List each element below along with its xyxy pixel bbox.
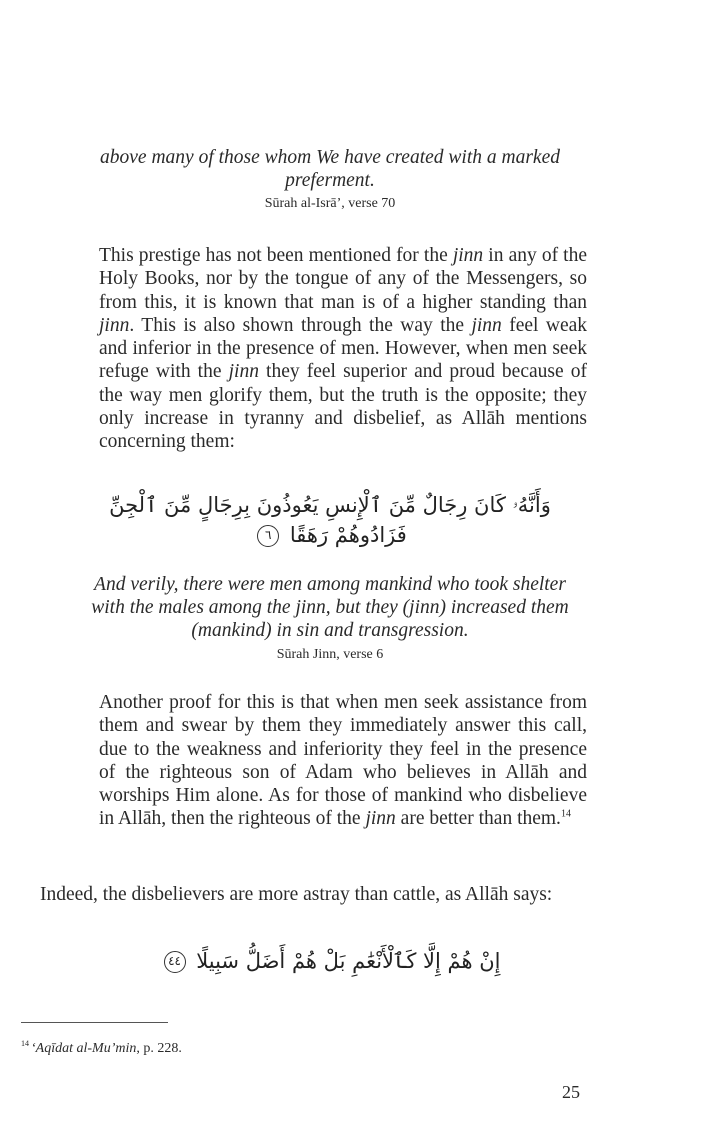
body-paragraph-prestige — [99, 244, 587, 454]
arabic-line — [40, 946, 620, 976]
verse-line: with the males among the jinn, but they (jinn) increased them — [91, 597, 569, 618]
footnote-source-page: , p. 228. — [136, 1041, 182, 1056]
footnote — [21, 1040, 182, 1058]
italic-term: jinn — [228, 361, 259, 383]
page-number: 25 — [562, 1082, 580, 1102]
text-run: Another proof for this is that when men seek assistance from them and swear by them they immediately answer this call, due to the weakness and inferiority they feel in the presence of the righteous son of Adam who believes in Allāh and worships Him alone. As for those of mankind who disbelieve in Allāh, then the righteous of the — [99, 692, 587, 830]
italic-term: jinn — [452, 245, 484, 266]
footnote-number: 14 — [21, 1039, 29, 1049]
arabic-line: وَأَنَّهُۥ كَانَ رِجَالٌ مِّنَ ٱلْإِنسِ يَعُوذُونَ بِرِجَالٍ مِّنَ ٱلْجِنِّ — [109, 493, 551, 517]
body-paragraph-proof — [99, 691, 587, 831]
verse-number-ornament: ٤٤ — [164, 951, 186, 973]
verse-number-ornament: ٦ — [257, 525, 279, 547]
footnote-divider — [21, 1022, 168, 1023]
body-paragraph-disbelievers: Indeed, the disbelievers are more astray than cattle, as Allāh says: — [40, 884, 553, 905]
arabic-verse-jinn — [40, 490, 620, 550]
verse-citation-isra: Sūrah al-Isrā’, verse 70 — [264, 196, 396, 211]
text-run: in any of the Holy Books, nor by the tongue of any of the Messengers, so from this, it is known that man is of a higher standing than — [99, 245, 587, 313]
text-run: . This is also shown through the way the — [129, 314, 472, 336]
italic-term: jinn — [471, 314, 502, 336]
verse-line: And verily, there were men among mankind who took shelter — [94, 574, 566, 595]
verse-line: preferment. — [285, 170, 375, 191]
verse-translation-isra — [40, 146, 620, 192]
verse-translation-jinn — [30, 573, 630, 642]
arabic-line — [40, 520, 620, 550]
text-run: they feel superior and proud because of the way men glorify them, but the truth is the opposite; they only increase in tyranny and disbelief, as Allāh mentions concerning them: — [99, 361, 587, 453]
verse-line: above many of those whom We have created with a marked — [100, 147, 560, 168]
verse-line: (mankind) in sin and transgression. — [191, 620, 469, 641]
footnote-reference[interactable]: 14 — [560, 808, 571, 820]
footnote-source-title: ‘Aqīdat al-Mu’min — [31, 1041, 137, 1056]
italic-term: jinn — [365, 808, 396, 830]
arabic-text: فَزَادُوهُمْ رَهَقًا — [289, 523, 407, 547]
text-run: are better than them. — [395, 808, 561, 830]
italic-term: jinn — [99, 314, 130, 336]
text-run: This prestige has not been mentioned for the — [99, 245, 453, 266]
arabic-text: إِنْ هُمْ إِلَّا كَٱلْأَنْعَٰمِ بَلْ هُمْ أَضَلُّ سَبِيلًا — [196, 949, 501, 973]
verse-citation-jinn: Sūrah Jinn, verse 6 — [276, 647, 384, 662]
text-run: feel weak and inferior in the presence of men. However, when men seek refuge with the — [99, 314, 587, 383]
arabic-verse-cattle — [40, 946, 620, 976]
